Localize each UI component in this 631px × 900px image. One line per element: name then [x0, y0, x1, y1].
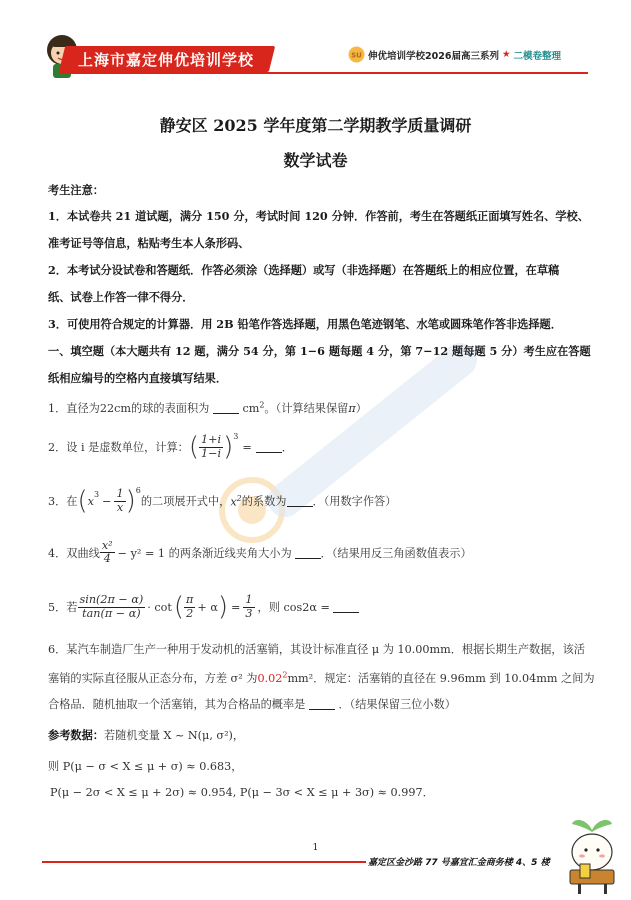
q4-prefix: 4．双曲线 [48, 546, 100, 560]
q5-equals: = [231, 600, 241, 614]
reference-label: 参考数据： [48, 728, 104, 742]
q4-answer-blank[interactable] [295, 547, 321, 559]
page-subtitle: 数学试卷 [283, 151, 348, 170]
q5-denominator: tan(π − α) [82, 606, 141, 620]
q5-answer-blank[interactable] [333, 601, 359, 613]
q2-numerator: 1+i [201, 433, 222, 447]
notice-item-2-line-1: 2．本考试分设试卷和答题纸．作答必须涂（选择题）或写（非选择题）在答题纸上的相应位置，在草稿 [48, 263, 560, 277]
q5-rhs [243, 594, 254, 620]
question-6-line-3 [48, 696, 456, 712]
q5-numerator: sin(2π − α) [79, 593, 144, 607]
question-1: 1．直径为22cm的球的表面积为 $cm^2$。（计算结果保留π） [48, 400, 367, 415]
q2-prefix: 2．设 i 是虚数单位，计算： [48, 441, 189, 454]
section-1-line-2: 纸相应编号的空格内直接填写结果． [48, 371, 228, 385]
question-5: 5．若 $\frac{\sin(2\pi - \alpha)}{\tan(\pi - \alpha)}$ · cot ( $\frac{\pi}{2}$ + α ) = $\frac{1}{3}$ ，则 cos2α = [48, 592, 359, 622]
sprout-mascot-icon [556, 812, 628, 896]
logo-text: SU [351, 51, 362, 60]
q1-end: ） [355, 402, 367, 415]
question-6-line-2: 塞销的实际直径服从正态分布，方差 σ² 为0.02$^2$mm²．规定：活塞销的直径在 9.96mm 到 10.04mm 之间为 [48, 670, 595, 685]
q1-answer-blank[interactable] [213, 402, 239, 414]
q3-mid: 的二项展开式中， [140, 495, 231, 508]
series-left-text: 伸优培训学校2026届高三系列 [368, 50, 499, 62]
q4-denominator: 4 [103, 552, 111, 566]
q5-mid: ，则 cos2α = [257, 601, 330, 614]
q5-plus-alpha: + α [197, 600, 218, 614]
q5-two: 2 [186, 606, 194, 620]
q1-unit: cm [242, 402, 260, 415]
q6-line-3-a: 合格品．随机抽取一个活塞销，其为合格品的概率是 [48, 698, 306, 711]
reference-text-1: 若随机变量 X ~ N(μ, σ²)， [103, 729, 245, 742]
q2-end: ． [281, 441, 293, 454]
q2-denominator: 1−i [201, 446, 222, 460]
question-4 [48, 540, 472, 566]
q2-fraction [199, 434, 223, 460]
q3-x-squared: $x^2$ [230, 493, 242, 509]
notice-heading: 考生注意： [48, 183, 104, 197]
school-logo-icon [348, 46, 365, 63]
q5-three: 3 [245, 606, 253, 620]
q3-denominator: x [116, 500, 124, 514]
page-number: 1 [312, 843, 319, 853]
q3-end: ．（用数字作答） [312, 495, 397, 508]
footer-address: 嘉定区金沙路 77 号嘉宜汇金商务楼 4、5 楼 [368, 858, 550, 868]
question-2: 2．设 i 是虚数单位，计算： ( $\frac{1+i}{1-i}$ ) $^3$ = ． [48, 432, 293, 462]
q3-minus: − [102, 494, 112, 508]
section-1-line-1: 一、填空题（本大题共有 12 题，满分 54 分，第 1−6 题每题 4 分，第 7−12 题每题 5 分）考生应在答题 [48, 344, 591, 358]
q6-answer-blank[interactable] [309, 698, 335, 710]
header-divider [60, 72, 588, 74]
star-icon: ★ [501, 49, 511, 60]
q6-line-2-a: 塞销的实际直径服从正态分布，方差 σ² 为 [48, 672, 258, 685]
q3-prefix: 3．在 [48, 495, 78, 508]
q4-fraction [100, 540, 115, 566]
notice-item-1-line-1: 1．本试卷共 21 道试题，满分 150 分，考试时间 120 分钟．作答前，考生在答题纸正面填写姓名、学校、 [48, 209, 589, 223]
q5-cot: · cot [147, 600, 172, 614]
q5-pi: π [186, 593, 194, 607]
q3-x: x [87, 494, 94, 508]
q6-line-2-b: mm²．规定：活塞销的直径在 9.96mm 到 10.04mm 之间为 [287, 672, 595, 685]
q2-equals: = [242, 440, 252, 454]
notice-item-3: 3．可使用符合规定的计算器．用 2B 铅笔作答选择题，用黑色笔迹钢笔、水笔或圆珠笔作答非选择题． [48, 317, 562, 331]
page-title: 静安区 2025 学年度第二学期教学质量调研 [159, 116, 472, 135]
q3-mid2: 的系数为 [241, 495, 287, 508]
question-6-line-1: 6．某汽车制造厂生产一种用于发动机的活塞销，其设计标准直径 μ 为 10.00mm．根据长期生产数据，该活 [48, 643, 585, 656]
series-right-text: 二模卷整理 [513, 50, 561, 62]
q1-pi: π [348, 402, 356, 415]
series-label [348, 46, 561, 63]
q6-line-3-b: ．（结果保留三位小数） [338, 698, 456, 711]
q5-pi-half [184, 594, 195, 620]
q4-numerator: x² [101, 539, 113, 552]
q1-suffix: 。（计算结果保留 [264, 402, 349, 415]
question-3: 3．在 ( x $^3$ − $\frac{1}{x}$ ) $^6$ 的二项展开式中， $x^2$ 的系数为 ．（用数字作答） [48, 486, 397, 516]
reference-line-2: 则 P(μ − σ < X ≤ μ + σ) ≈ 0.683， [48, 760, 243, 773]
school-name: 上海市嘉定伸优培训学校 [78, 51, 255, 69]
q1-mid: 的球的表面积为 [131, 402, 210, 415]
reference-line-1 [48, 727, 244, 743]
q2-answer-blank[interactable] [256, 441, 282, 453]
q1-prefix: 1．直径为 [48, 402, 100, 415]
q5-one: 1 [245, 593, 253, 607]
q6-variance: 0.02 [257, 672, 283, 685]
notice-item-2-line-2: 纸、试卷上作答一律不得分． [48, 290, 194, 304]
q3-fraction [114, 488, 125, 514]
q5-prefix: 5．若 [48, 601, 78, 614]
reference-line-3: P(μ − 2σ < X ≤ μ + 2σ) ≈ 0.954, P(μ − 3σ < X ≤ μ + 3σ) ≈ 0.997． [50, 786, 434, 799]
q4-mid: − y² = 1 的两条渐近线夹角大小为 [117, 546, 292, 560]
q1-value: 22cm [99, 402, 131, 415]
q3-numerator: 1 [116, 487, 124, 501]
notice-item-1-line-2: 准考证号等信息，粘贴考生本人条形码、 [48, 236, 250, 250]
q5-fraction [78, 594, 146, 620]
q4-end: ．（结果用反三角函数值表示） [320, 546, 472, 560]
q3-answer-blank[interactable] [287, 495, 313, 507]
